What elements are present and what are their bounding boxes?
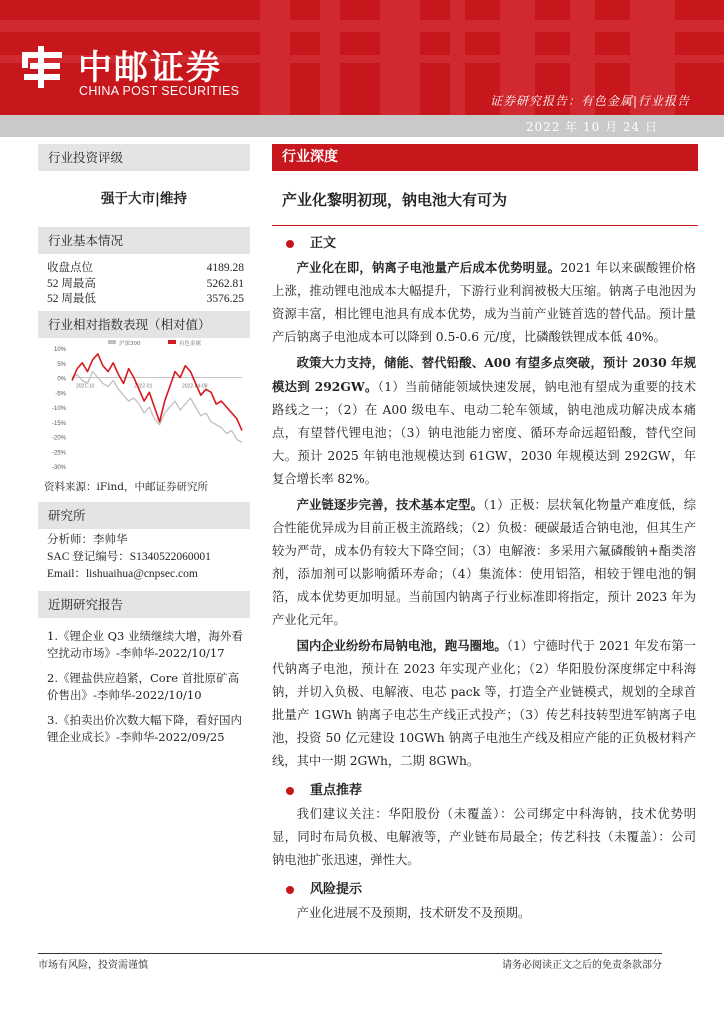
basics-label: 52 周最高: [47, 277, 96, 290]
paragraph: 产业化进展不及预期，技术研发不及预期。: [296, 906, 531, 920]
paragraph-body: 2021 年以来碳酸锂价格上涨，推动锂电池成本大幅提升，下游行业利润被极大压缩。钠离子电池因为资源丰富，相比锂电池具有成本优势，成为当前产业链首选的替代品。预计量产后钠离子电池成本可以降到 0.5-0.6 元/度，比磷酸铁锂成本低 40%。: [272, 261, 696, 344]
rating-heading: 行业投资评级: [38, 144, 250, 171]
report-header: [0, 0, 724, 115]
footer-risk-note: 市场有风险，投资需谨慎: [38, 960, 148, 971]
analyst-email[interactable]: Email：lishuaihua@cnpsec.com: [47, 567, 198, 580]
sidebar: [38, 144, 250, 746]
paragraph-lead: 产业化在即，钠离子电池量产后成本优势明显。: [296, 260, 561, 275]
series-line-hs300: [72, 371, 242, 442]
section-label: 行业深度: [272, 144, 698, 171]
recent-report[interactable]: 2.《锂盐供应趋紧，Core 首批原矿高价售出》-李帅华-2022/10/10: [47, 670, 240, 702]
analyst-name: 分析师：李帅华: [47, 533, 128, 546]
page-footer: [38, 953, 662, 971]
paragraph: [272, 634, 698, 773]
relative-index-chart: [38, 338, 250, 478]
basics-label: 52 周最低: [47, 293, 96, 305]
basics-value: 4189.28: [206, 262, 244, 274]
brand-name-cn: 中邮证券: [78, 48, 222, 88]
research-heading: 研究所: [38, 502, 250, 529]
x-tick-label: 2021-10: [76, 383, 95, 389]
paragraph-lead: 政策大力支持，储能、替代铅酸、A00 有望多点突破，预计 2030 年规模达到 292GW。: [272, 355, 696, 394]
title-divider: [272, 225, 698, 226]
report-date: 2022 年 10 月 24 日: [525, 120, 658, 134]
paragraph-body: （1）宁德时代于 2021 年发布第一代钠离子电池，预计在 2023 年实现产业化；（2）华阳股份深度绑定中科海钠，并切入负极、电解液、电芯 pack 等，打造全产业链模式，规划的全球首批量产 1GWh 钠离子电芯生产线正式投产；（3）传艺科技转型进军钠离子电池，投资 50 亿元建设 10GWh 钠离子电池生产线及相应产能的正负极材料产线，其中一期 2GWh，二期 8GWh。: [272, 639, 696, 768]
basics-row: [38, 277, 250, 293]
bullet-icon: [286, 886, 294, 894]
y-tick-label: 0%: [57, 376, 66, 382]
basics-list: [38, 261, 250, 308]
heading-text: 正文: [310, 236, 337, 251]
y-tick-label: -20%: [51, 435, 66, 441]
heading-text: 风险提示: [310, 882, 363, 897]
paragraph-body: （1）正极：层状氧化物量产难度低，综合性能优异成为目前正极主流路线；（2）负极：硬碳最适合钠电池，但其生产较为严苛，成本仍有较大下降空间；（3）电解液：多采用六氟磷酸钠+酯类溶剂，添加剂可以影响循环寿命；（4）集流体：使用铝箔，相较于锂电池的铜箔，成本优势更加明显。当前国内钠离子行业标准即将指定，预计 2023 年为产业化元年。: [272, 498, 696, 627]
y-tick-label: -5%: [55, 390, 66, 397]
basics-row: [38, 292, 250, 308]
y-tick-label: -25%: [51, 449, 66, 456]
y-tick-label: -15%: [51, 420, 66, 427]
recent-report[interactable]: 3.《拍卖出价次数大幅下降，看好国内锂企业成长》-李帅华-2022/09/25: [47, 712, 242, 744]
chart-svg: [38, 338, 250, 478]
industry-rating: 强于大市|维持: [101, 191, 187, 207]
recent-report[interactable]: 1.《锂企业 Q3 业绩继续大增，海外看空扰动市场》-李帅华-2022/10/17: [47, 628, 244, 660]
basics-heading: 行业基本情况: [38, 227, 250, 254]
date-bar: [0, 115, 724, 137]
series-line-metal: [72, 353, 242, 430]
brand-name-en: CHINA POST SECURITIES: [79, 84, 240, 98]
x-tick-label: 2022-01: [134, 383, 153, 389]
paragraph: [272, 351, 698, 491]
basics-row: [38, 261, 250, 277]
heading-recommend: [272, 781, 698, 801]
legend-label: 有色金属: [179, 340, 202, 347]
heading-risk: [272, 880, 698, 900]
paragraph: [272, 256, 698, 349]
paragraph: 我们建议关注：华阳股份（未覆盖）：公司绑定中科海钠，技术优势明显，同时布局负极、电解液等，产业链布局最全；传艺科技（未覆盖）：公司钠电池扩张迅速，弹性大。: [272, 807, 696, 867]
heading-main: [272, 234, 698, 254]
paragraph-lead: 产业链逐步完善，技术基本定型。: [296, 497, 484, 512]
legend-label: 沪深300: [119, 340, 141, 347]
basics-value: 5262.81: [206, 277, 244, 290]
basics-label: 收盘点位: [47, 262, 93, 274]
legend-swatch: [108, 340, 116, 344]
x-tick-label: 2022-04-08: [182, 383, 208, 389]
bullet-icon: [286, 240, 294, 248]
analyst-info: [38, 532, 250, 583]
paragraph-lead: 国内企业纷纷布局钠电池，跑马圈地。: [296, 638, 507, 653]
basics-value: 3576.25: [206, 293, 244, 305]
legend-swatch: [168, 340, 176, 344]
bullet-icon: [286, 787, 294, 795]
y-tick-label: -10%: [51, 405, 66, 412]
y-tick-label: -30%: [51, 464, 66, 471]
paragraph: [272, 493, 698, 632]
paragraph-body: （1）当前储能领域快速发展，钠电池有望成为重要的技术路线之一；（2）在 A00 级电车、电动二轮车领域，钠电池成功解决成本痛点，有望替代锂电池；（3）钠电池能力密度、循环寿命远超铅酸，替代空间大。预计 2025 年钠电池规模达到 61GW，2030 年规模达到 292GW，年复合增长率 82%。: [272, 380, 696, 486]
perf-heading: 行业相对指数表现（相对值）: [38, 311, 250, 338]
data-source: 资料来源：iFind，中邮证券研究所: [44, 480, 208, 493]
analyst-sac: SAC 登记编号：S1340522060001: [47, 550, 211, 563]
china-post-logo-icon: [20, 44, 64, 90]
footer-disclaimer: 请务必阅读正文之后的免责条款部分: [502, 960, 662, 971]
report-type: 证券研究报告：有色金属|行业报告: [489, 94, 690, 108]
y-tick-label: 5%: [57, 361, 66, 368]
main-content: [272, 144, 698, 925]
y-tick-label: 10%: [53, 346, 66, 353]
heading-text: 重点推荐: [310, 783, 363, 798]
report-title: 产业化黎明初现，钠电池大有可为: [282, 191, 508, 209]
recent-heading: 近期研究报告: [38, 591, 250, 618]
